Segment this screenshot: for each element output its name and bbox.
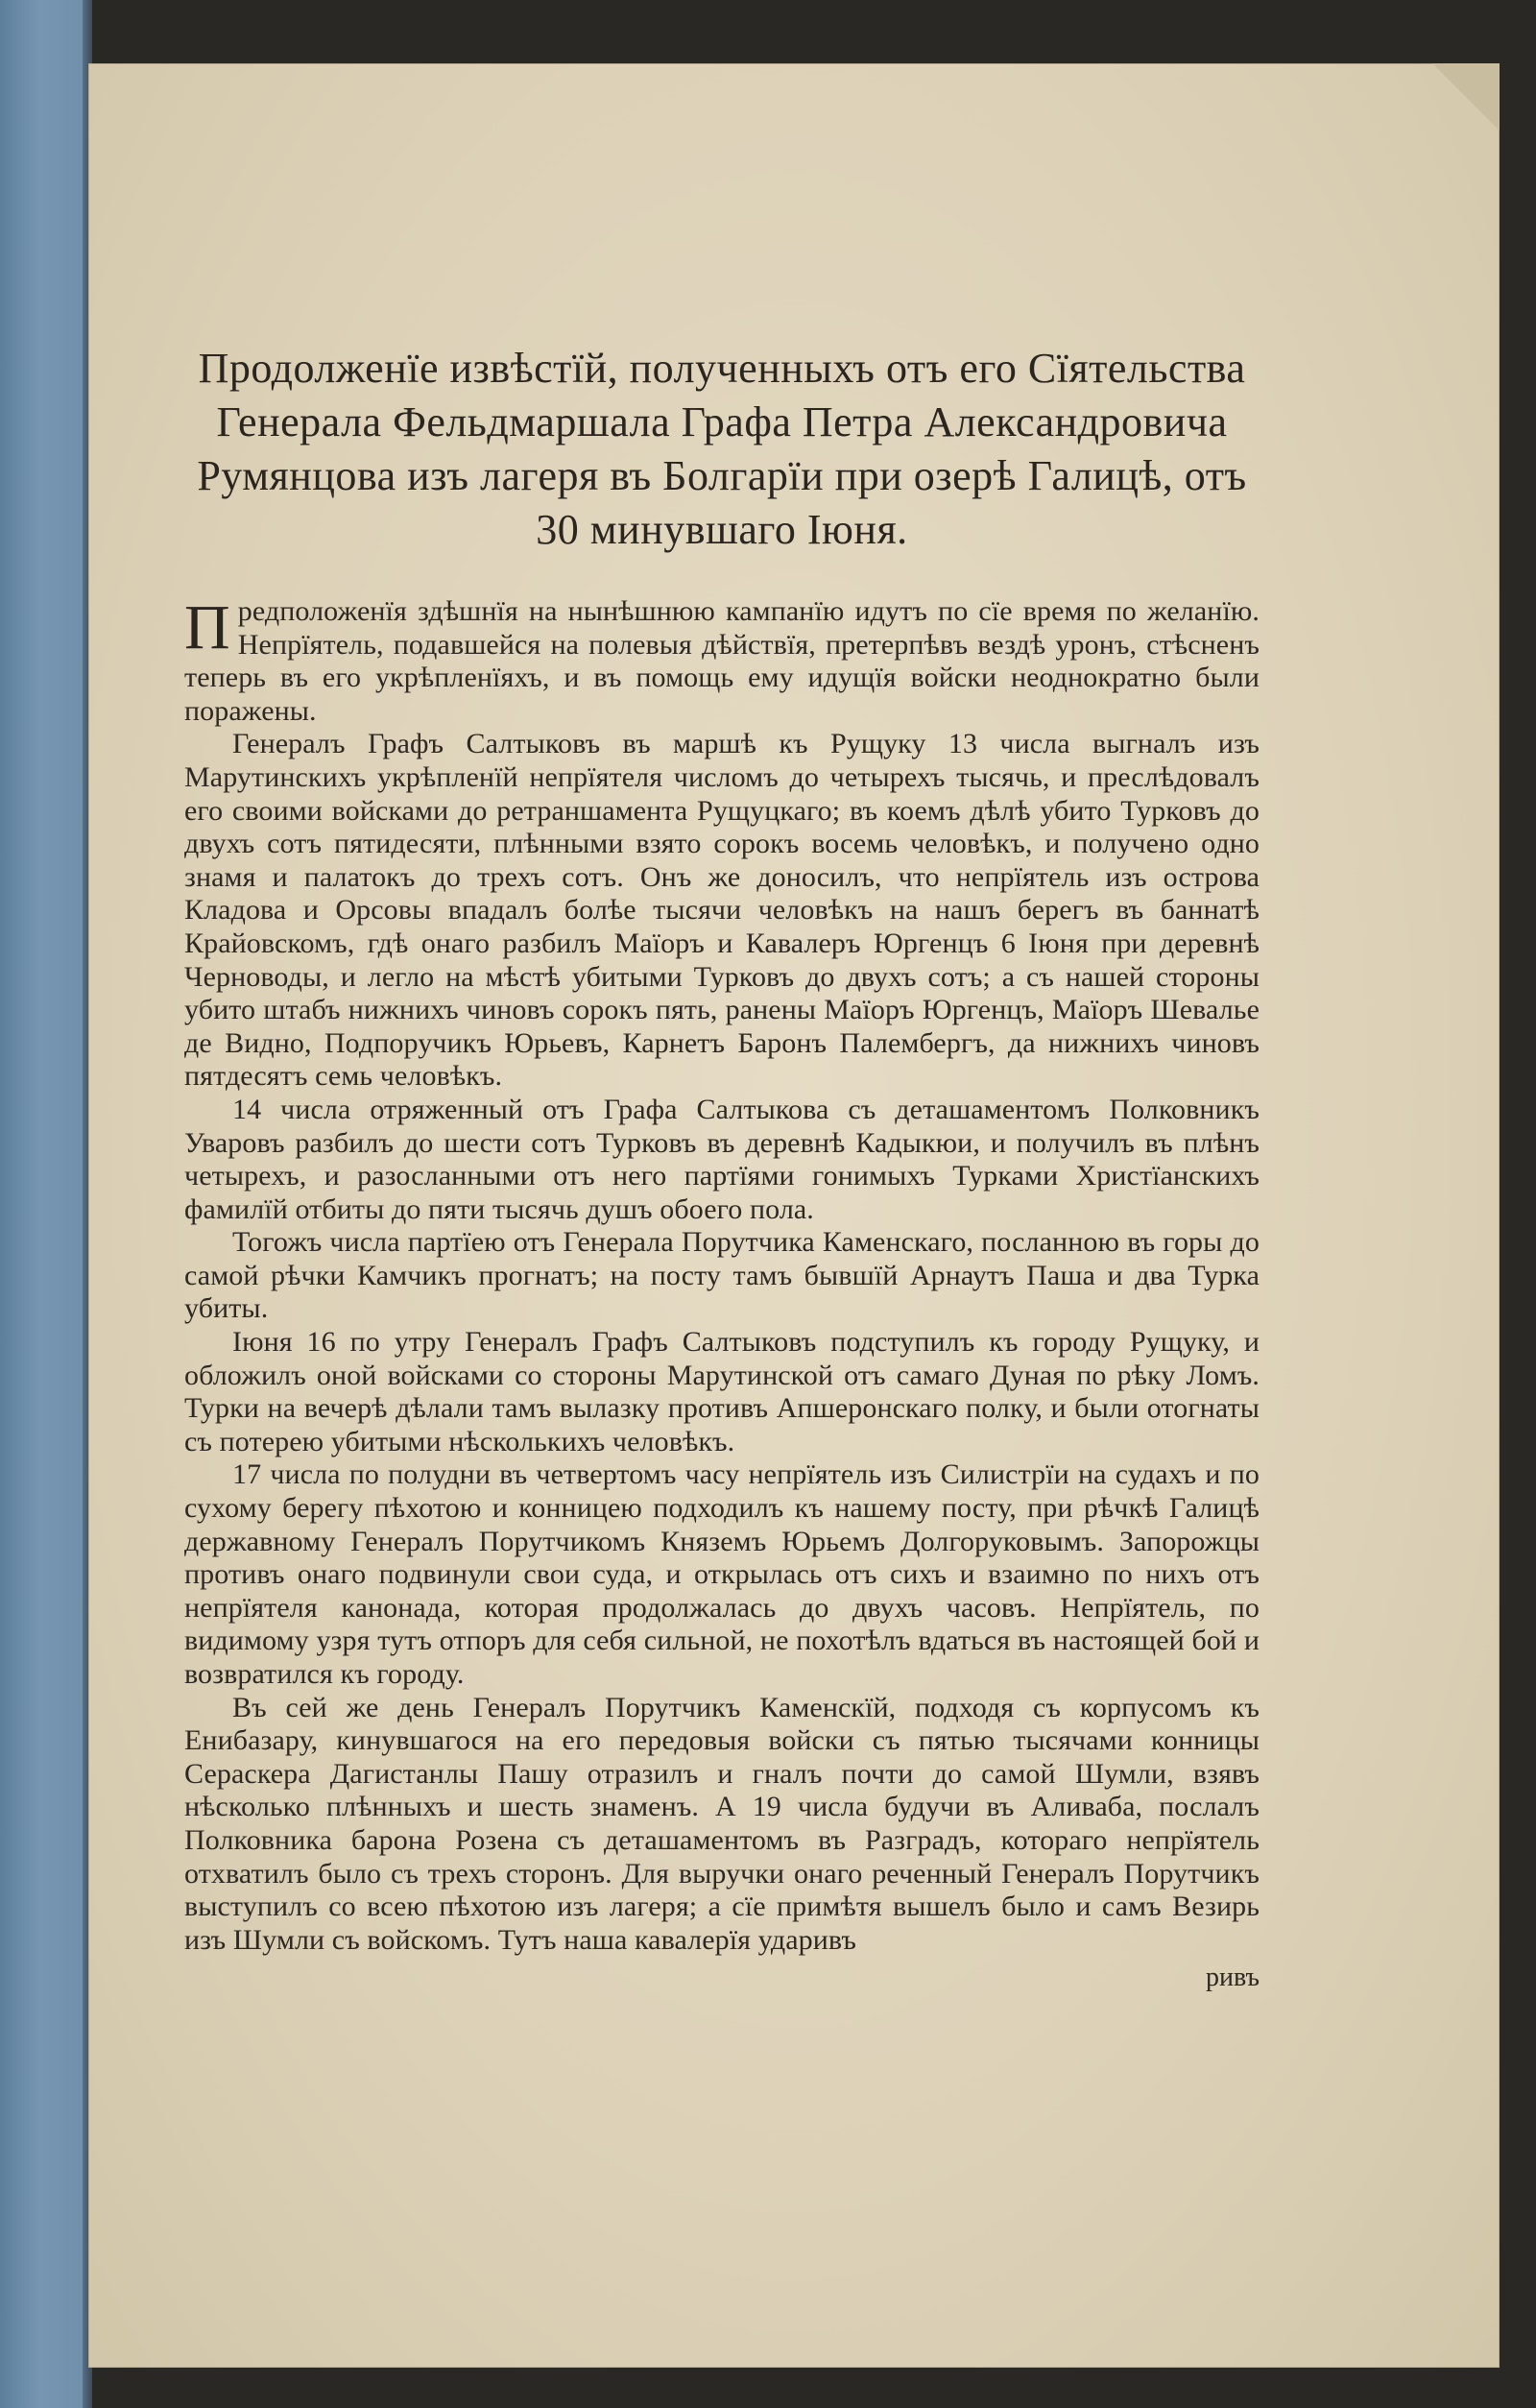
paragraph-1 bbox=[184, 592, 1260, 728]
page-content bbox=[184, 342, 1260, 1993]
paragraph-5: Іюня 16 по утру Генералъ Графъ Салтыковъ подступилъ къ городу Рущуку, и обложилъ оной войсками со стороны Марутинской отъ самаго Дуная по рѣку Ломъ. Турки на вечерѣ дѣлали тамъ вылазку противъ Апшеронскаго полку, и были отогнаты съ потерею убитыми нѣсколькихъ человѣкъ. bbox=[184, 1326, 1260, 1457]
paragraph-4: Тогожъ числа партїею отъ Генерала Порутчика Каменскаго, посланною въ горы до самой рѣчки Камчикъ прогнатъ; на посту тамъ бывшїй Арнаутъ Паша и два Турка убиты. bbox=[184, 1226, 1260, 1325]
drop-cap: П bbox=[184, 592, 230, 662]
page-corner-crease bbox=[1432, 63, 1500, 131]
paragraph-7: Въ сей же день Генералъ Порутчикъ Каменскїй, подходя съ корпусомъ къ Енибазару, кинувшагося на его передовыя войски съ пятью тысячами конницы Сераскера Дагистанлы Пашу отразилъ и гналъ почти до самой Шумли, взявъ нѣсколько плѣнныхъ и шесть знаменъ. А 19 числа будучи въ Аливаба, послалъ Полковника барона Розена съ деташаментомъ въ Разградъ, котораго непрїятель отхватилъ было съ трехъ сторонъ. Для выручки онаго реченный Генералъ Порутчикъ выступилъ со всею пѣхотою изъ лагеря; а сїе примѣтя вышелъ было и самъ Везирь изъ Шумли съ войскомъ. Тутъ наша кавалерїя ударивъ bbox=[184, 1691, 1260, 1956]
document-page bbox=[88, 63, 1500, 2368]
catchword: ривъ bbox=[1206, 1963, 1260, 1993]
paragraph-3: 14 числа отряженный отъ Графа Салтыкова съ деташаментомъ Полковникъ Уваровъ разбилъ до шести сотъ Турковъ въ деревнѣ Кадыкюи, и получилъ въ плѣнъ четырехъ, и разосланными отъ него партїями гонимыхъ Турками Христїанскихъ фамилїй отбиты до пяти тысячь душъ обоего пола. bbox=[184, 1093, 1260, 1225]
paragraph-2: Генералъ Графъ Салтыковъ въ маршѣ къ Рущуку 13 числа выгналъ изъ Марутинскихъ укрѣпленїй непрїятеля числомъ до четырехъ тысячь, и преслѣдовалъ его своими войсками до ретраншамента Рущуцкаго; въ коемъ дѣлѣ убито Турковъ до двухъ сотъ пятидесяти, плѣнными взято сорокъ восемь человѣкъ, и получено одно знамя и палатокъ до трехъ сотъ. Онъ же доносилъ, что непрїятель изъ острова Кладова и Орсовы впадалъ болѣе тысячи человѣкъ на нашъ берегъ въ баннатѣ Крайовскомъ, гдѣ онаго разбилъ Маїоръ и Кавалеръ Юргенцъ 6 Іюня при деревнѣ Черноводы, и легло на мѣстѣ убитыми Турковъ до двухъ сотъ; а съ нашей стороны убито штабъ нижнихъ чиновъ сорокъ пять, ранены Маїоръ Юргенцъ, Маїоръ Шевалье де Видно, Подпоручикъ Юрьевъ, Карнетъ Баронъ Палембергъ, да нижнихъ чиновъ пятдесятъ семь человѣкъ. bbox=[184, 728, 1260, 1093]
blue-binding-spine bbox=[0, 0, 88, 2408]
paragraph-1-text: редположенїя здѣшнїя на нынѣшнюю кампанїю идутъ по сїе время по желанїю. Непрїятель, подавшейся на полевыя дѣйствїя, претерпѣвъ вездѣ уронъ, стѣсненъ теперь въ его укрѣпленїяхъ, и въ помощь ему идущїя войски неоднократно были поражены. bbox=[184, 595, 1260, 727]
paragraph-6: 17 числа по полудни въ четвертомъ часу непрїятель изъ Силистрїи на судахъ и по сухому берегу пѣхотою и конницею подходилъ къ нашему посту, при рѣчкѣ Галицѣ державному Генералъ Порутчикомъ Княземъ Юрьемъ Долгоруковымъ. Запорожцы противъ онаго подвинули свои суда, и открылась отъ сихъ и взаимно по нихъ отъ непрїятеля канонада, которая продолжалась до двухъ часовъ. Непрїятель, по видимому узря тутъ отпоръ для себя сильной, не похотѣлъ вдаться въ настоящей бой и возвратился къ городу. bbox=[184, 1458, 1260, 1690]
document-title: Продолженїе извѣстїй, полученныхъ отъ его Сїятельства Генерала Фельдмаршала Графа Петра Александровича Румянцова изъ лагеря въ Болгарїи при озерѣ Галицѣ, отъ 30 минувшаго Іюня. bbox=[197, 345, 1247, 553]
